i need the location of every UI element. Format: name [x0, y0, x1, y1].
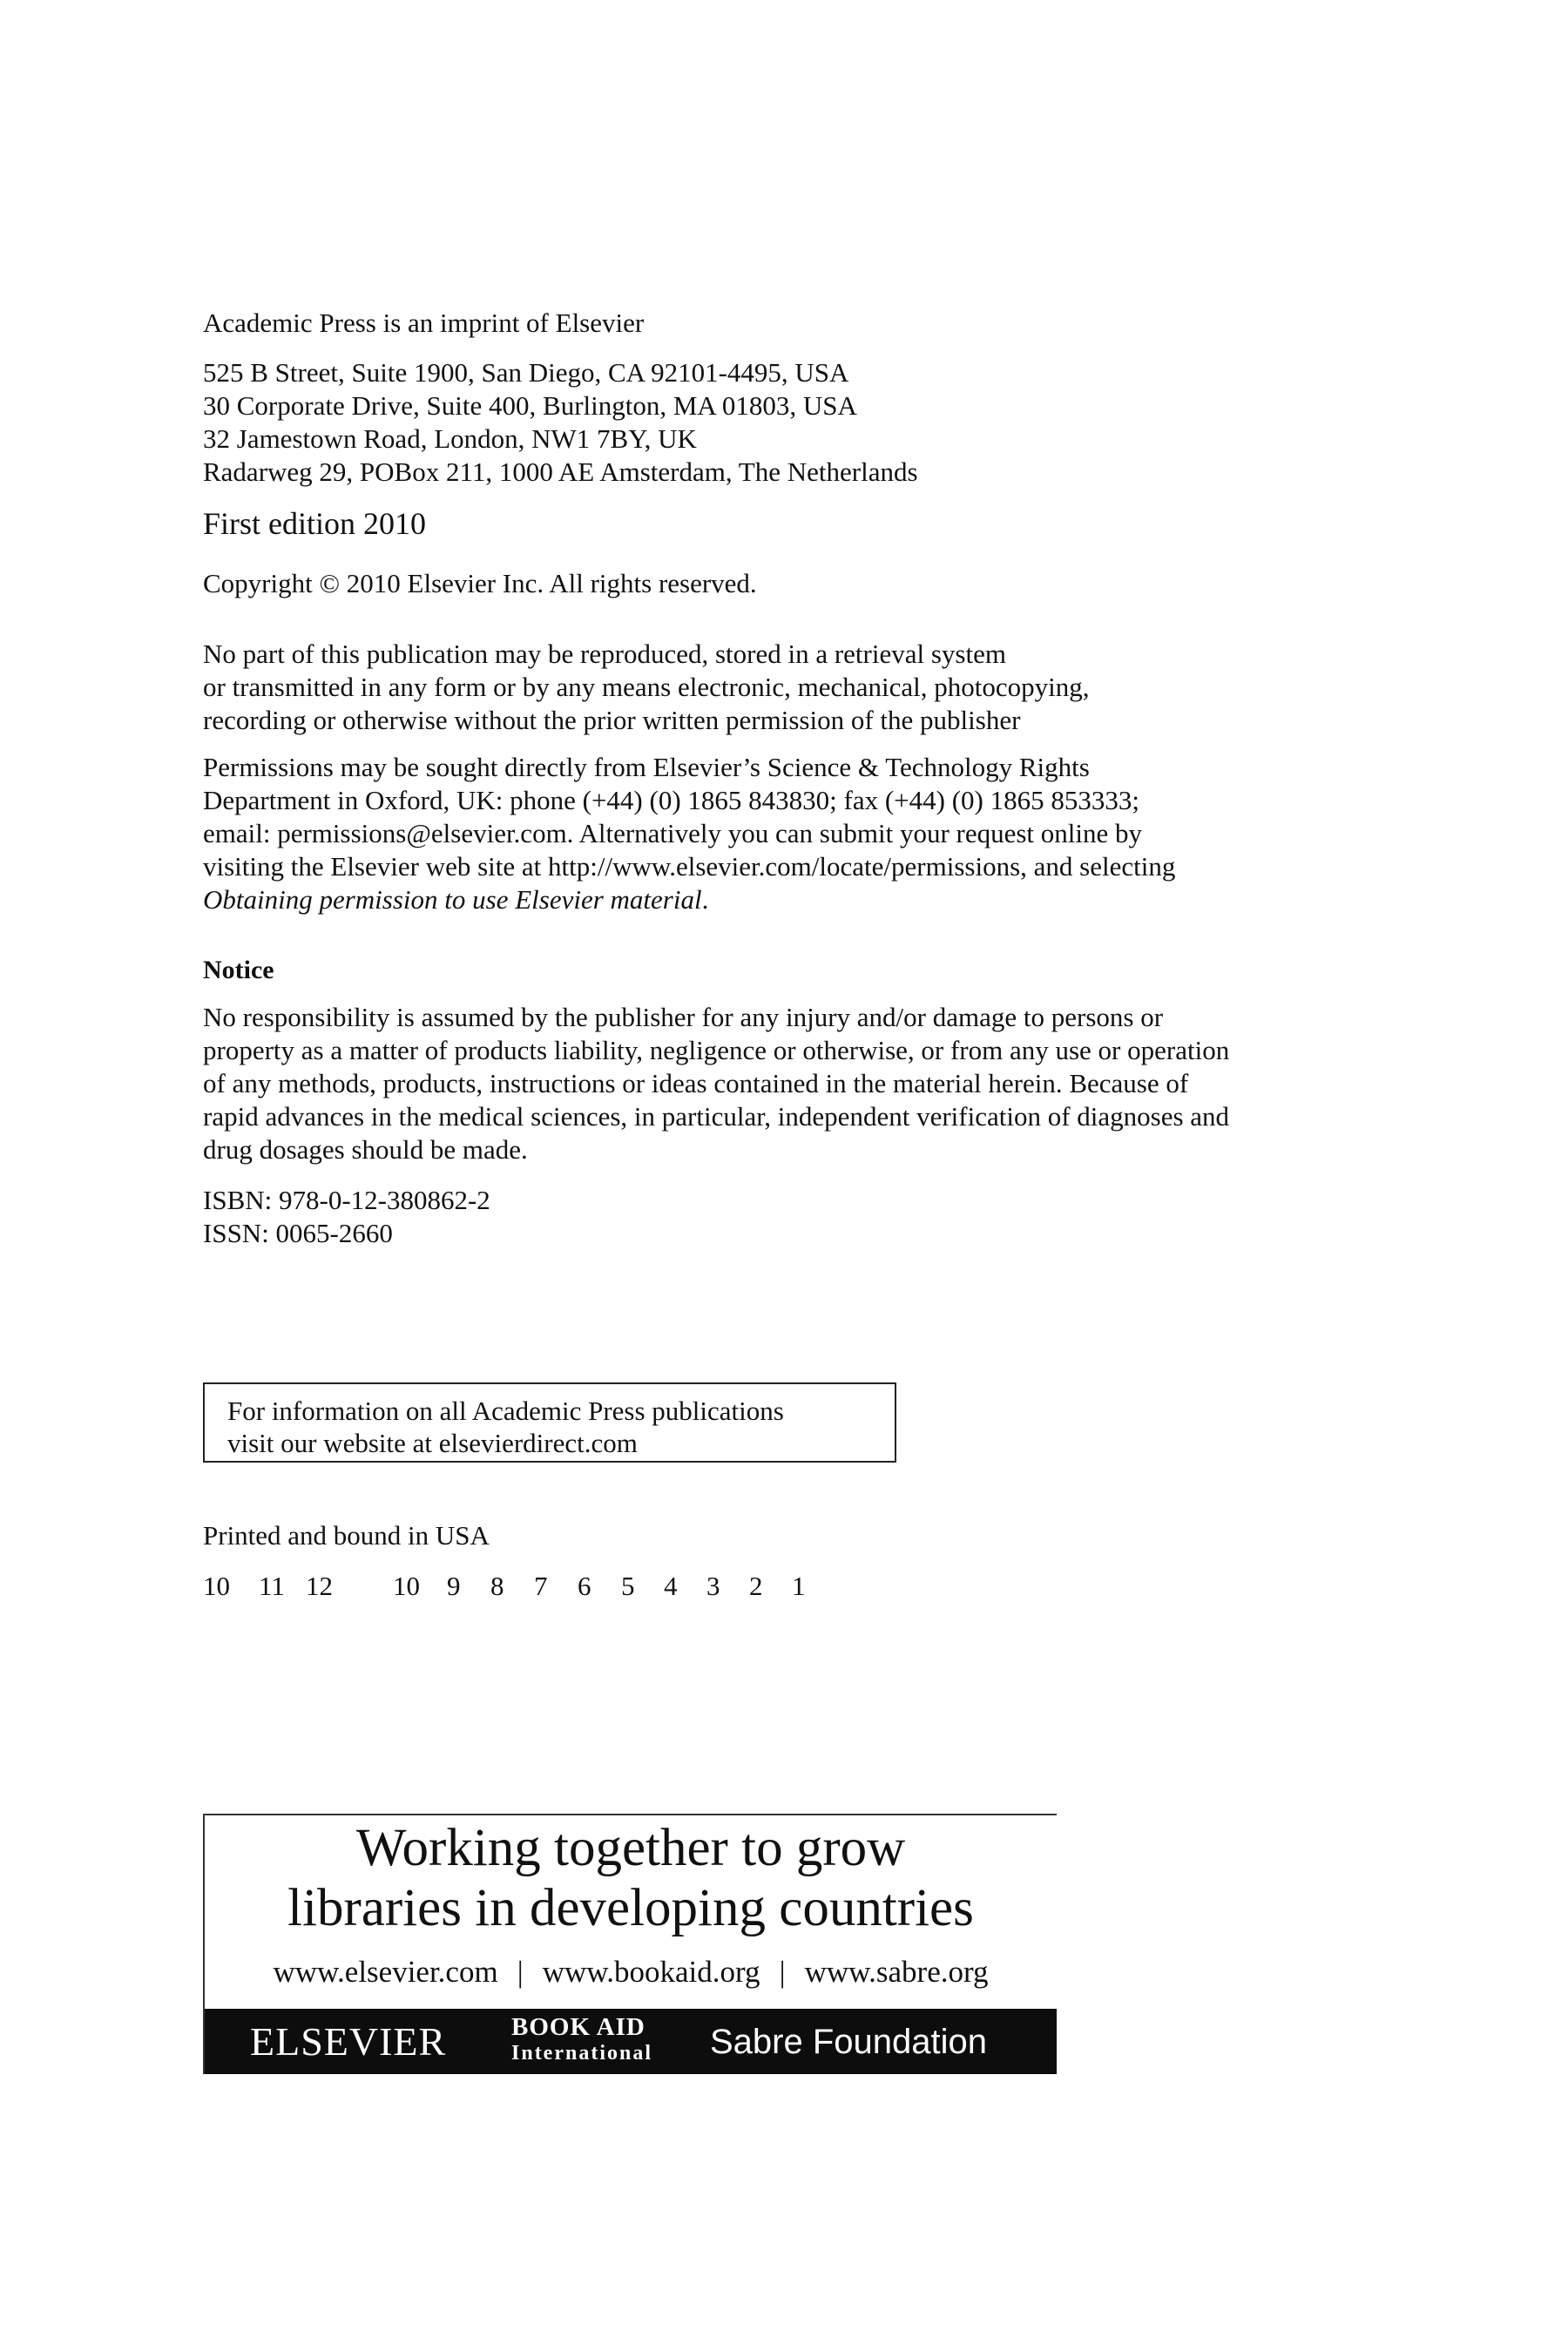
permissions-italic: Obtaining permission to use Elsevier material — [203, 884, 702, 915]
permissions-line: email: permissions@elsevier.com. Alternatively you can submit your request online by — [203, 818, 1143, 848]
address-block — [203, 356, 1423, 489]
banner-headline-1: Working together to grow — [355, 1819, 906, 1877]
notice-line: drug dosages should be made. — [203, 1134, 528, 1165]
permissions-paragraph — [203, 751, 1423, 916]
permissions-end: . — [701, 884, 709, 915]
isbn-block — [203, 1184, 1423, 1250]
printed-line: Printed and bound in USA — [203, 1520, 490, 1551]
print-number: 4 — [664, 1571, 678, 1601]
info-box — [203, 1382, 896, 1463]
print-number: 2 — [749, 1571, 763, 1601]
print-number: 3 — [706, 1571, 720, 1601]
banner-logo-bar — [205, 2009, 1057, 2074]
print-number: 10 — [393, 1571, 420, 1601]
print-number: 5 — [621, 1571, 635, 1601]
print-number: 1 — [792, 1571, 806, 1601]
isbn: ISBN: 978-0-12-380862-2 — [203, 1185, 490, 1215]
bookaid-logo-line-1: BOOK AID — [511, 2013, 645, 2041]
permissions-line: Permissions may be sought directly from Elsevier’s Science & Technology Rights — [203, 752, 1090, 782]
printing-line — [203, 1570, 806, 1603]
notice-heading: Notice — [203, 956, 274, 984]
rights-line: or transmitted in any form or by any means electronic, mechanical, photocopying, — [203, 672, 1090, 702]
print-number: 6 — [578, 1571, 591, 1601]
rights-line: recording or otherwise without the prior written permission of the publisher — [203, 705, 1021, 735]
rights-paragraph — [203, 638, 1423, 737]
sabre-foundation-logo: Sabre Foundation — [710, 2023, 988, 2061]
imprint-line: Academic Press is an imprint of Elsevier — [203, 308, 645, 338]
elsevier-url: www.elsevier.com — [273, 1955, 498, 1989]
print-number: 9 — [447, 1571, 461, 1601]
url-separator: | — [779, 1955, 786, 1989]
bookaid-logo — [511, 2014, 652, 2066]
page-content — [203, 307, 1423, 1250]
sabre-url: www.sabre.org — [804, 1955, 989, 1989]
address-line: 525 B Street, Suite 1900, San Diego, CA 92101-4495, USA — [203, 357, 849, 388]
print-year: 11 — [259, 1571, 285, 1601]
copyright-line: Copyright © 2010 Elsevier Inc. All rights reserved. — [203, 568, 757, 598]
notice-line: property as a matter of products liability, negligence or otherwise, or from any use or operation — [203, 1035, 1230, 1065]
notice-line: rapid advances in the medical sciences, in particular, independent verification of diagnoses and — [203, 1101, 1230, 1132]
book-aid-banner — [203, 1814, 1057, 2074]
url-separator: | — [517, 1955, 524, 1989]
address-line: 30 Corporate Drive, Suite 400, Burlington, MA 01803, USA — [203, 390, 857, 421]
issn: ISSN: 0065-2660 — [203, 1218, 393, 1248]
bookaid-url: www.bookaid.org — [542, 1955, 760, 1989]
notice-paragraph — [203, 1001, 1423, 1166]
print-number: 8 — [490, 1571, 504, 1601]
notice-line: No responsibility is assumed by the publisher for any injury and/or damage to persons or — [203, 1002, 1164, 1032]
notice-line: of any methods, products, instructions or ideas contained in the material herein. Because of — [203, 1068, 1189, 1098]
edition-line: First edition 2010 — [203, 506, 427, 541]
print-number: 7 — [534, 1571, 548, 1601]
address-line: Radarweg 29, POBox 211, 1000 AE Amsterdam, The Netherlands — [203, 456, 918, 487]
banner-headline-2: libraries in developing countries — [287, 1879, 974, 1937]
print-year: 10 — [203, 1571, 230, 1601]
permissions-line: visiting the Elsevier web site at http://www.elsevier.com/locate/permissions, and selecting — [203, 851, 1176, 882]
bookaid-logo-line-2: International — [511, 2042, 653, 2065]
banner-urls — [205, 1953, 1057, 1991]
info-line: For information on all Academic Press publications — [227, 1396, 784, 1426]
elsevier-logo: ELSEVIER — [250, 2019, 447, 2064]
info-line: visit our website at elsevierdirect.com — [227, 1428, 638, 1458]
rights-line: No part of this publication may be reproduced, stored in a retrieval system — [203, 639, 1006, 669]
permissions-line: Department in Oxford, UK: phone (+44) (0) 1865 843830; fax (+44) (0) 1865 853333; — [203, 785, 1139, 815]
print-year: 12 — [306, 1571, 333, 1601]
address-line: 32 Jamestown Road, London, NW1 7BY, UK — [203, 423, 697, 454]
